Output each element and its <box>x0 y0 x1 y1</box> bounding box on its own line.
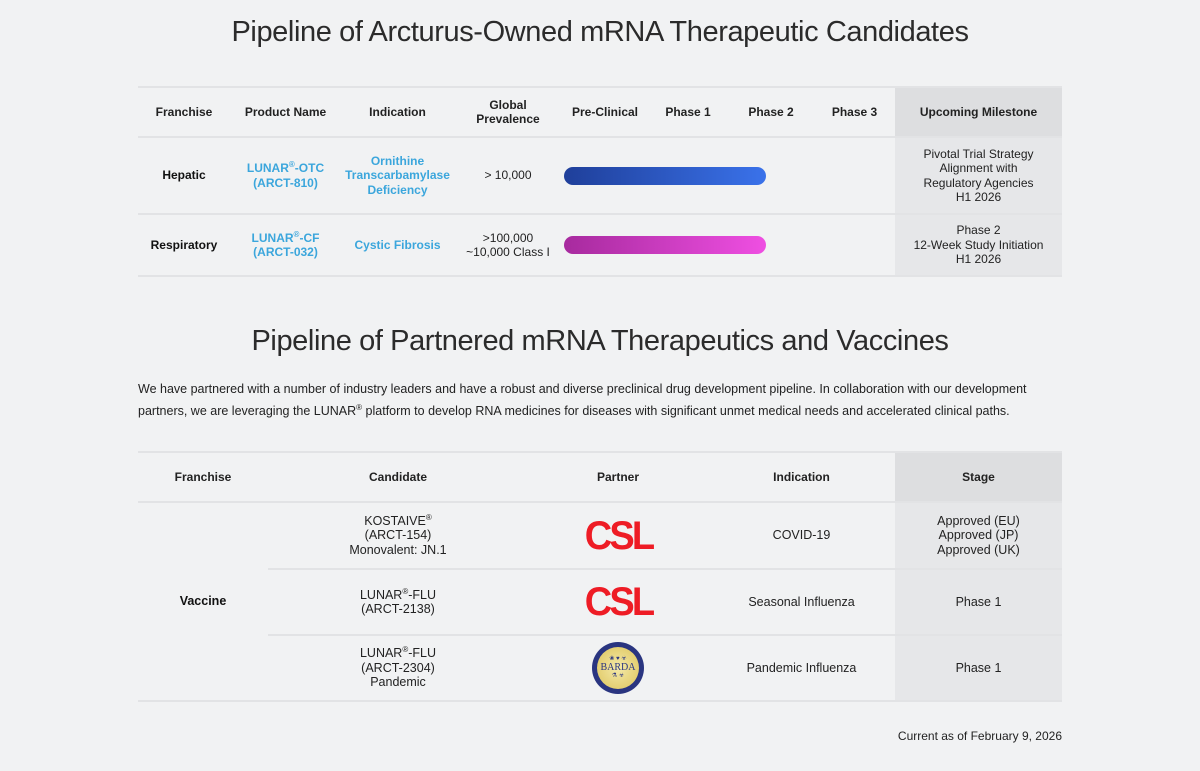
candidate-detail: Monovalent: JN.1 <box>349 542 447 557</box>
barda-seal-symbols-bottom: ⚗ ☣ <box>611 673 625 679</box>
indication-cell: Seasonal Influenza <box>708 569 895 635</box>
header-franchise: Franchise <box>155 104 213 119</box>
milestone-line: H1 2026 <box>955 252 1002 267</box>
stage-cell: Phase 1 <box>895 635 1062 701</box>
header-candidate: Candidate <box>368 469 427 484</box>
indication-link[interactable] <box>341 137 454 214</box>
header-phase-2: Phase 2 <box>748 104 794 119</box>
milestone-line: Phase 2 <box>956 223 1001 238</box>
prevalence-cell <box>454 214 562 276</box>
header-partner: Partner <box>596 469 640 484</box>
candidate-suffix: -FLU <box>408 587 437 602</box>
table-row-lunar-flu-seasonal <box>138 569 1062 635</box>
product-name-text: LUNAR <box>246 161 289 175</box>
stage-line: Approved (EU) <box>937 513 1020 528</box>
header-product-name: Product Name <box>244 104 327 119</box>
candidate-name: KOSTAIVE <box>364 513 426 528</box>
candidate-detail: Pandemic <box>370 675 426 690</box>
prevalence-line: ~10,000 Class I <box>466 245 550 259</box>
product-code: (ARCT-810) <box>253 175 318 190</box>
milestone-line: H1 2026 <box>955 190 1002 204</box>
table-row-hepatic <box>138 137 1062 214</box>
csl-logo: CSL <box>584 580 652 624</box>
milestone-cell <box>895 214 1062 276</box>
prevalence-cell <box>454 137 562 214</box>
csl-logo: CSL <box>584 513 652 558</box>
partnered-table-header-row <box>138 452 1062 502</box>
phase-progress-cell <box>562 137 895 214</box>
header-global-prevalence <box>454 87 562 137</box>
table-row-kostaive <box>138 502 1062 569</box>
header-indication: Indication <box>773 469 830 484</box>
product-name-link[interactable] <box>230 137 341 214</box>
indication-line: Transcarbamylase <box>345 168 450 183</box>
candidate-code: (ARCT-2304) <box>361 660 435 675</box>
franchise-cell: Hepatic <box>162 168 206 183</box>
stage-line: Approved (JP) <box>938 528 1019 543</box>
candidate-suffix: -FLU <box>408 646 437 661</box>
indication-cell: COVID-19 <box>708 502 895 569</box>
registered-mark: ® <box>425 512 432 522</box>
indication-line: Deficiency <box>367 182 428 197</box>
candidate-cell <box>268 635 528 701</box>
partnered-pipeline-table <box>138 451 1062 702</box>
partner-cell <box>528 569 708 635</box>
registered-mark: ® <box>402 645 409 655</box>
phase-progress-cell <box>562 214 895 276</box>
owned-pipeline-title: Pipeline of Arcturus-Owned mRNA Therapeutic Candidates <box>231 16 969 48</box>
product-suffix: -OTC <box>294 161 325 175</box>
owned-pipeline-table-container <box>138 86 1062 277</box>
product-code: (ARCT-032) <box>253 245 318 259</box>
header-global-prevalence-line1: Global <box>489 97 527 112</box>
indication-line: Cystic Fibrosis <box>354 237 441 252</box>
header-global-prevalence-line2: Prevalence <box>476 112 540 126</box>
milestone-line: 12-Week Study Initiation <box>913 237 1044 252</box>
intro-text: platform to develop RNA medicines for diseases with significant unmet medical needs and accelerated clinical paths. <box>362 404 1010 418</box>
product-suffix: -CF <box>299 230 320 245</box>
barda-seal-logo <box>592 642 644 694</box>
candidate-name: LUNAR <box>359 646 403 661</box>
partnered-intro-paragraph <box>138 378 1062 422</box>
header-phase-3: Phase 3 <box>831 104 878 119</box>
current-as-of-note: Current as of February 9, 2026 <box>897 729 1062 743</box>
partner-cell <box>528 502 708 569</box>
franchise-cell: Respiratory <box>150 237 218 252</box>
milestone-line: Regulatory Agencies <box>923 175 1034 190</box>
product-name-text: LUNAR <box>251 230 294 245</box>
indication-line: Ornithine <box>370 153 425 168</box>
candidate-code: (ARCT-2138) <box>361 602 435 616</box>
owned-table-header-row <box>138 87 1062 137</box>
registered-mark: ® <box>402 586 409 596</box>
table-row-respiratory <box>138 214 1062 276</box>
table-row-lunar-flu-pandemic <box>138 635 1062 701</box>
header-indication: Indication <box>369 104 426 119</box>
header-franchise: Franchise <box>174 469 232 484</box>
franchise-cell-vaccine: Vaccine <box>138 502 268 701</box>
header-stage: Stage <box>895 452 1062 502</box>
prevalence-line: > 10,000 <box>484 168 532 183</box>
milestone-cell <box>895 137 1062 214</box>
product-name-link[interactable] <box>230 214 341 276</box>
registered-mark: ® <box>356 403 363 412</box>
owned-pipeline-table <box>138 86 1062 277</box>
partnered-pipeline-table-container <box>138 451 1062 702</box>
stage-cell <box>895 502 1062 569</box>
barda-seal-symbols-top: ❀ ♥ ☣ <box>609 656 627 662</box>
candidate-name: LUNAR <box>359 587 403 602</box>
registered-mark: ® <box>293 229 300 239</box>
registered-mark: ® <box>288 160 295 169</box>
header-upcoming-milestone: Upcoming Milestone <box>895 87 1062 137</box>
stage-line: Approved (UK) <box>937 542 1020 557</box>
indication-cell: Pandemic Influenza <box>708 635 895 701</box>
partner-cell <box>528 635 708 701</box>
candidate-cell <box>268 569 528 635</box>
indication-link[interactable] <box>341 214 454 276</box>
candidate-code: (ARCT-154) <box>364 528 432 543</box>
milestone-line: Pivotal Trial Strategy <box>923 146 1034 161</box>
phase-progress-bar-hepatic <box>564 167 766 185</box>
stage-cell: Phase 1 <box>895 569 1062 635</box>
phase-progress-bar-respiratory <box>564 236 766 254</box>
barda-seal-inner <box>597 647 639 689</box>
partnered-pipeline-title: Pipeline of Partnered mRNA Therapeutics and Vaccines <box>251 325 949 357</box>
header-pre-clinical: Pre-Clinical <box>571 104 639 119</box>
candidate-cell <box>268 502 528 569</box>
intro-text: We have partnered with a number of industry leaders and have a robust and diverse preclinical drug development pipeline. In collaboration with our development partners, we are leveraging the LUNAR <box>138 382 1027 418</box>
prevalence-line: >100,000 <box>482 230 534 245</box>
barda-seal-text: BARDA <box>600 662 636 673</box>
header-phase-1: Phase 1 <box>665 104 711 119</box>
milestone-line: Alignment with <box>939 161 1018 175</box>
